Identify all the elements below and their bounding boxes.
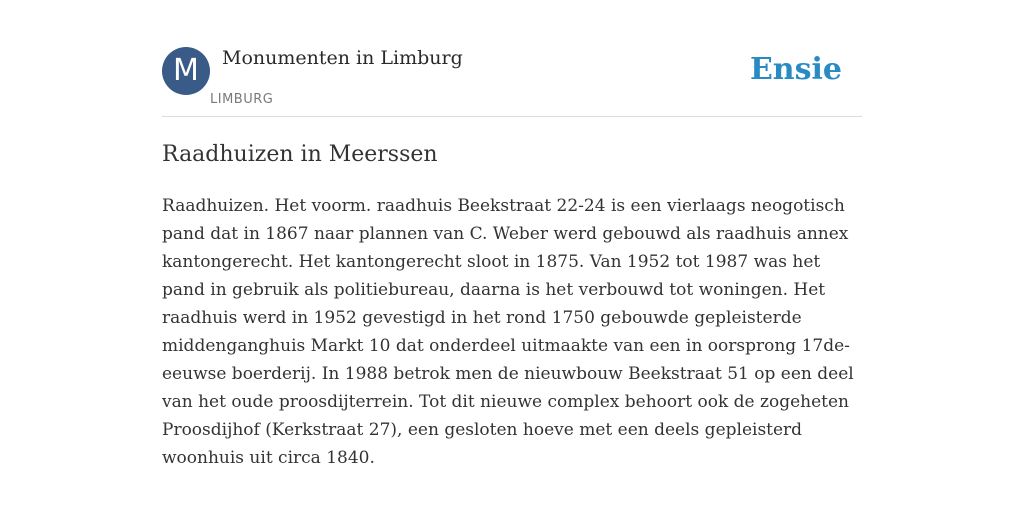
- header: [162, 46, 862, 117]
- article-body: Raadhuizen. Het voorm. raadhuis Beekstraat 22-24 is een vierlaags neogotisch pand dat in 1867 naar plannen van C. Weber werd gebouwd als raadhuis annex kantongerecht. Het kantongerecht sloot in 1875. Van 1952 tot 1987 was het pand in gebruik als politiebureau, daarna is het verbouwd tot woningen. Het raadhuis werd in 1952 gevestigd in het rond 1750 gebouwde gepleisterde middenganghuis Markt 10 dat onderdeel uitmaakte van een in oorsprong 17de-eeuwse boerderij. In 1988 betrok men de nieuwbouw Beekstraat 51 op een deel van het oude proosdijterrein. Tot dit nieuwe complex behoort ook de zogeheten Proosdijhof (Kerkstraat 27), een gesloten hoeve met een deels gepleisterd woonhuis uit circa 1840.: [162, 196, 854, 468]
- article-title: Raadhuizen in Meerssen: [162, 142, 438, 167]
- brand-logo[interactable]: Ensie: [749, 52, 842, 87]
- site-title[interactable]: Monumenten in Limburg: [222, 47, 463, 69]
- avatar[interactable]: M: [162, 47, 210, 95]
- category-label[interactable]: LIMBURG: [210, 92, 274, 107]
